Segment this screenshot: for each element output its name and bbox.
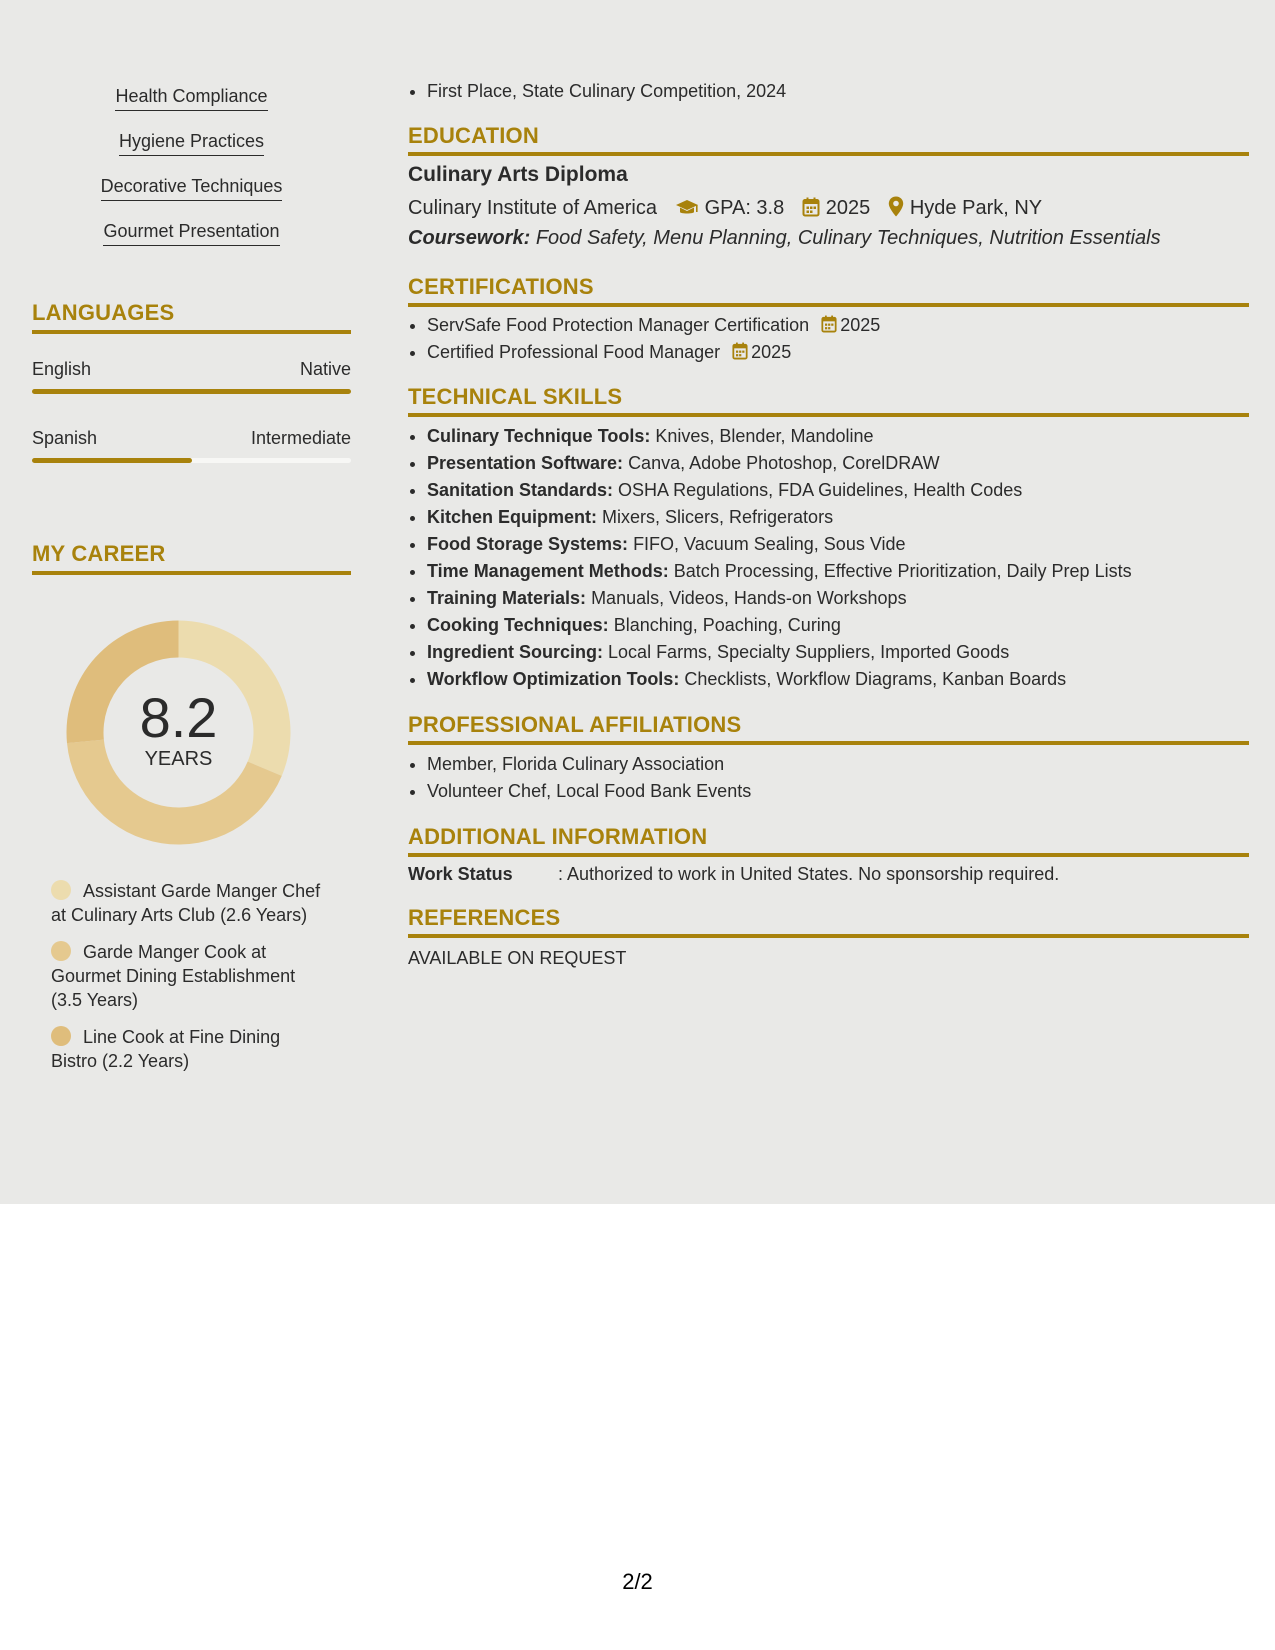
skill-label: Sanitation Standards: (427, 480, 614, 500)
certifications-list (408, 312, 1249, 366)
references-text: AVAILABLE ON REQUEST (408, 948, 627, 968)
career-total-unit: YEARS (144, 748, 213, 770)
career-total-years: 8.2 (139, 686, 218, 749)
skill-item (427, 423, 1249, 450)
skill-tag: Gourmet Presentation (103, 221, 279, 246)
skill-value: Batch Processing, Effective Prioritization, Daily Prep Lists (673, 561, 1132, 581)
career-legend-item (51, 1025, 321, 1073)
work-status-label: Work Status (408, 864, 513, 884)
career-donut-chart (66, 620, 291, 845)
coursework-label: Coursework: (408, 227, 531, 249)
language-row (32, 359, 351, 399)
legend-dot (51, 941, 71, 961)
calendar-icon (802, 197, 820, 223)
career-role-text: Assistant Garde Manger Chef at Culinary Arts Club (2.6 Years) (51, 881, 321, 925)
certification-name: ServSafe Food Protection Manager Certification (427, 315, 810, 335)
skill-item (427, 450, 1249, 477)
skill-label: Kitchen Equipment: (427, 507, 597, 527)
career-legend-item (51, 940, 321, 1012)
certification-year: 2025 (751, 342, 792, 362)
language-name: Spanish (32, 428, 98, 448)
career-heading: MY CAREER (32, 541, 351, 575)
work-status-value: : Authorized to work in United States. No sponsorship required. (558, 864, 1060, 884)
graduation-cap-icon (675, 199, 699, 223)
work-status-row (408, 864, 1059, 885)
language-name: English (32, 359, 92, 379)
technical-skills-heading: TECHNICAL SKILLS (408, 384, 1249, 417)
skill-label: Ingredient Sourcing: (427, 642, 604, 662)
skill-label: Presentation Software: (427, 453, 624, 473)
skill-item (427, 558, 1249, 585)
legend-dot (51, 1026, 71, 1046)
skill-label: Food Storage Systems: (427, 534, 629, 554)
certifications-heading: CERTIFICATIONS (408, 274, 1249, 307)
skill-tags (32, 86, 351, 266)
skill-tag: Decorative Techniques (101, 176, 283, 201)
education-heading: EDUCATION (408, 123, 1249, 156)
legend-dot (51, 880, 71, 900)
coursework-text: Food Safety, Menu Planning, Culinary Techniques, Nutrition Essentials (535, 227, 1161, 249)
affiliation-item: • Volunteer Chef, Local Food Bank Events (427, 778, 1249, 805)
location-pin-icon (888, 196, 904, 223)
references-heading: REFERENCES (408, 905, 1249, 938)
career-legend-item (51, 879, 321, 927)
education-degree: Culinary Arts Diploma (408, 163, 628, 186)
certification-item (427, 312, 1249, 339)
skill-value: Blanching, Poaching, Curing (613, 615, 841, 635)
skill-value: OSHA Regulations, FDA Guidelines, Health Codes (618, 480, 1023, 500)
skill-value: Canva, Adobe Photoshop, CorelDRAW (628, 453, 940, 473)
language-level: Intermediate (250, 428, 351, 448)
skill-item (427, 504, 1249, 531)
skill-value: FIFO, Vacuum Sealing, Sous Vide (633, 534, 906, 554)
education-coursework (408, 227, 1161, 250)
skill-tag: Hygiene Practices (119, 131, 264, 156)
list-item: • First Place, State Culinary Competition, 2024 (427, 78, 1249, 105)
certification-item (427, 339, 1249, 366)
skill-label: Time Management Methods: (427, 561, 669, 581)
education-meta (408, 196, 1042, 223)
page-number: 2/2 (622, 1569, 653, 1594)
skill-item (427, 666, 1249, 693)
career-role-text: Garde Manger Cook at Gourmet Dining Establishment (3.5 Years) (51, 942, 296, 1010)
skill-value: Local Farms, Specialty Suppliers, Imported Goods (608, 642, 1010, 662)
skill-item (427, 639, 1249, 666)
language-level: Native (299, 359, 351, 379)
certification-name: Certified Professional Food Manager (427, 342, 721, 362)
skill-value: Manuals, Videos, Hands-on Workshops (591, 588, 907, 608)
additional-info-heading: ADDITIONAL INFORMATION (408, 824, 1249, 857)
skill-value: Mixers, Slicers, Refrigerators (602, 507, 834, 527)
calendar-icon (732, 342, 751, 362)
skill-tag: Health Compliance (115, 86, 267, 111)
skill-value: Knives, Blender, Mandoline (655, 426, 874, 446)
skill-label: Training Materials: (427, 588, 587, 608)
skill-value: Checklists, Workflow Diagrams, Kanban Boards (684, 669, 1067, 689)
career-legend (51, 879, 321, 1086)
skill-item (427, 585, 1249, 612)
education-gpa: GPA: 3.8 (704, 197, 785, 219)
calendar-icon (821, 315, 840, 335)
affiliations-list (408, 751, 1249, 805)
skill-label: Cooking Techniques: (427, 615, 609, 635)
language-bar-fill (32, 458, 192, 463)
education-year: 2025 (825, 197, 871, 219)
certification-year: 2025 (840, 315, 881, 335)
language-row (32, 428, 351, 468)
technical-skills-list (408, 423, 1249, 693)
language-bar (32, 389, 351, 394)
donut-center (66, 686, 291, 771)
awards-list (408, 78, 1249, 105)
skill-item (427, 477, 1249, 504)
career-role-text: Line Cook at Fine Dining Bistro (2.2 Years) (51, 1027, 281, 1071)
education-school: Culinary Institute of America (408, 197, 657, 219)
skill-item (427, 531, 1249, 558)
language-bar (32, 458, 351, 463)
language-bar-fill (32, 389, 351, 394)
affiliation-item: • Member, Florida Culinary Association (427, 751, 1249, 778)
languages-heading: LANGUAGES (32, 300, 351, 334)
skill-item (427, 612, 1249, 639)
skill-label: Culinary Technique Tools: (427, 426, 651, 446)
education-location: Hyde Park, NY (909, 197, 1043, 219)
skill-label: Workflow Optimization Tools: (427, 669, 680, 689)
affiliations-heading: PROFESSIONAL AFFILIATIONS (408, 712, 1249, 745)
